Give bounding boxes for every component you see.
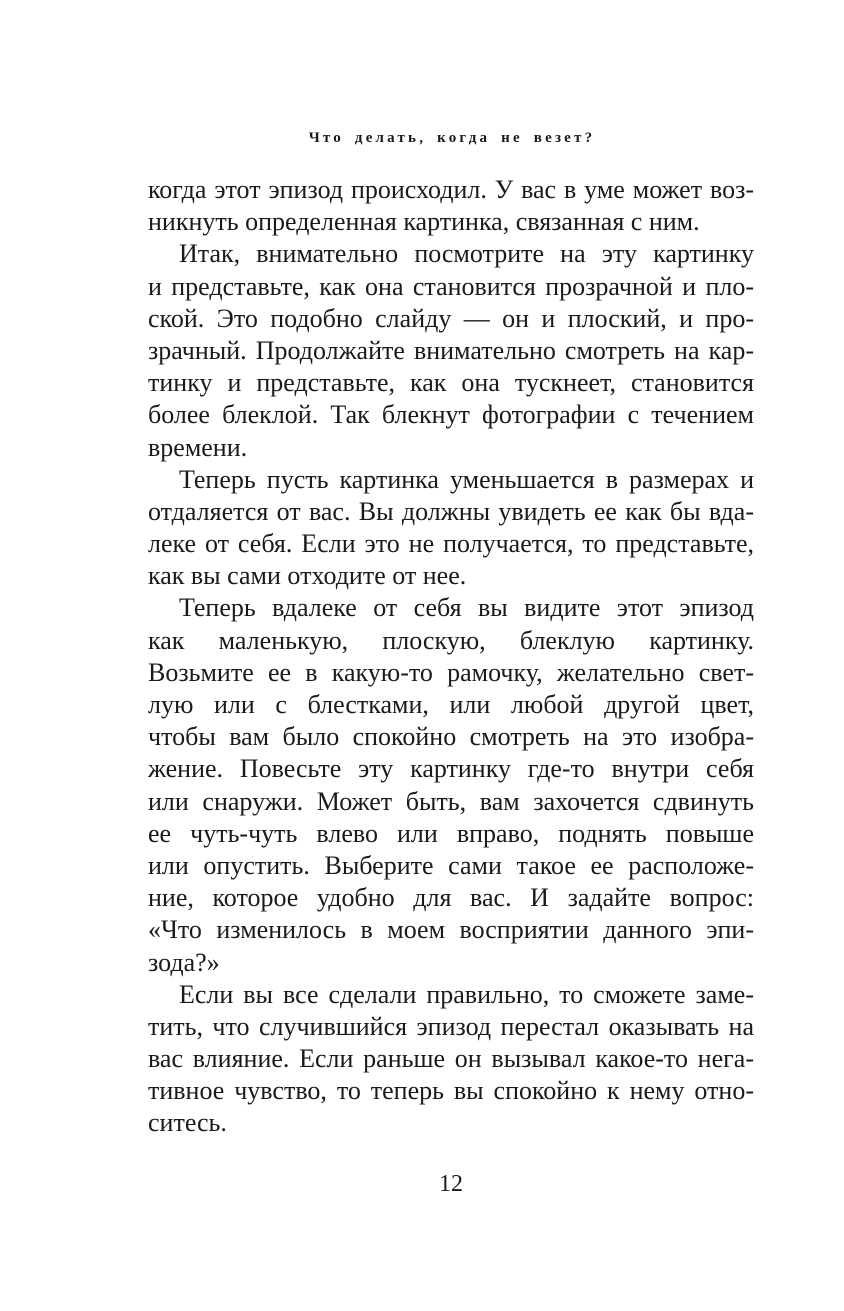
- text-line: зрачный. Продолжайте внимательно смотреть на кар-: [148, 335, 754, 365]
- text-line: когда этот эпизод происходил. У вас в уме может воз-: [148, 175, 754, 204]
- text-line: лую или с блестками, или любой другой цвет,: [148, 690, 754, 719]
- text-line: зода?»: [148, 947, 220, 977]
- text-line: леке от себя. Если это не получается, то представьте,: [148, 529, 754, 559]
- text-line: более блеклой. Так блекнут фотографии с течением: [148, 400, 754, 430]
- text-line: отдаляется от вас. Вы должны увидеть ее как бы вда-: [148, 496, 754, 526]
- text-line: тить, что случившийся эпизод перестал оказывать на: [148, 1011, 754, 1041]
- text-line: вас влияние. Если раньше он вызывал какое-то нега-: [148, 1044, 754, 1074]
- text-line: тивное чувство, то теперь вы спокойно к нему отно-: [148, 1076, 754, 1106]
- text-line: или опустить. Выберите сами такое ее расположе-: [148, 850, 754, 880]
- text-line: или снаружи. Может быть, вам захочется сдвинуть: [148, 786, 754, 816]
- text-line: ской. Это подобно слайду — он и плоский, и про-: [148, 303, 754, 333]
- text-line: Теперь вдалеке от себя вы видите этот эпизод: [179, 593, 754, 623]
- text-line: как вы сами отходите от нее.: [148, 561, 467, 591]
- text-line: Теперь пусть картинка уменьшается в размерах и: [179, 464, 754, 494]
- text-line: ситесь.: [148, 1108, 227, 1138]
- text-line: как маленькую, плоскую, блеклую картинку.: [148, 625, 754, 655]
- text-line: Возьмите ее в какую-то рамочку, желательно свет-: [148, 657, 754, 687]
- text-line: Итак, внимательно посмотрите на эту картинку: [179, 239, 754, 269]
- text-line: чтобы вам было спокойно смотреть на это изобра-: [148, 722, 754, 752]
- text-line: Если вы все сделали правильно, то сможете заме-: [179, 979, 754, 1009]
- text-line: времени.: [148, 432, 248, 462]
- page-number: 12: [439, 1171, 463, 1197]
- text-line: жение. Повесьте эту картинку где-то внутри себя: [148, 754, 754, 784]
- text-line: ние, которое удобно для вас. И задайте вопрос:: [148, 883, 754, 913]
- text-line: тинку и представьте, как она тускнеет, становится: [148, 368, 754, 398]
- body-text: [148, 174, 754, 1140]
- running-head: Что делать, когда не везет?: [308, 130, 596, 146]
- text-line: никнуть определенная картинка, связанная с ним.: [148, 207, 700, 237]
- text-line: ее чуть-чуть влево или вправо, поднять повыше: [148, 818, 754, 848]
- text-line: «Что изменилось в моем восприятии данного эпи-: [148, 915, 754, 945]
- text-line: и представьте, как она становится прозрачной и пло-: [148, 271, 754, 301]
